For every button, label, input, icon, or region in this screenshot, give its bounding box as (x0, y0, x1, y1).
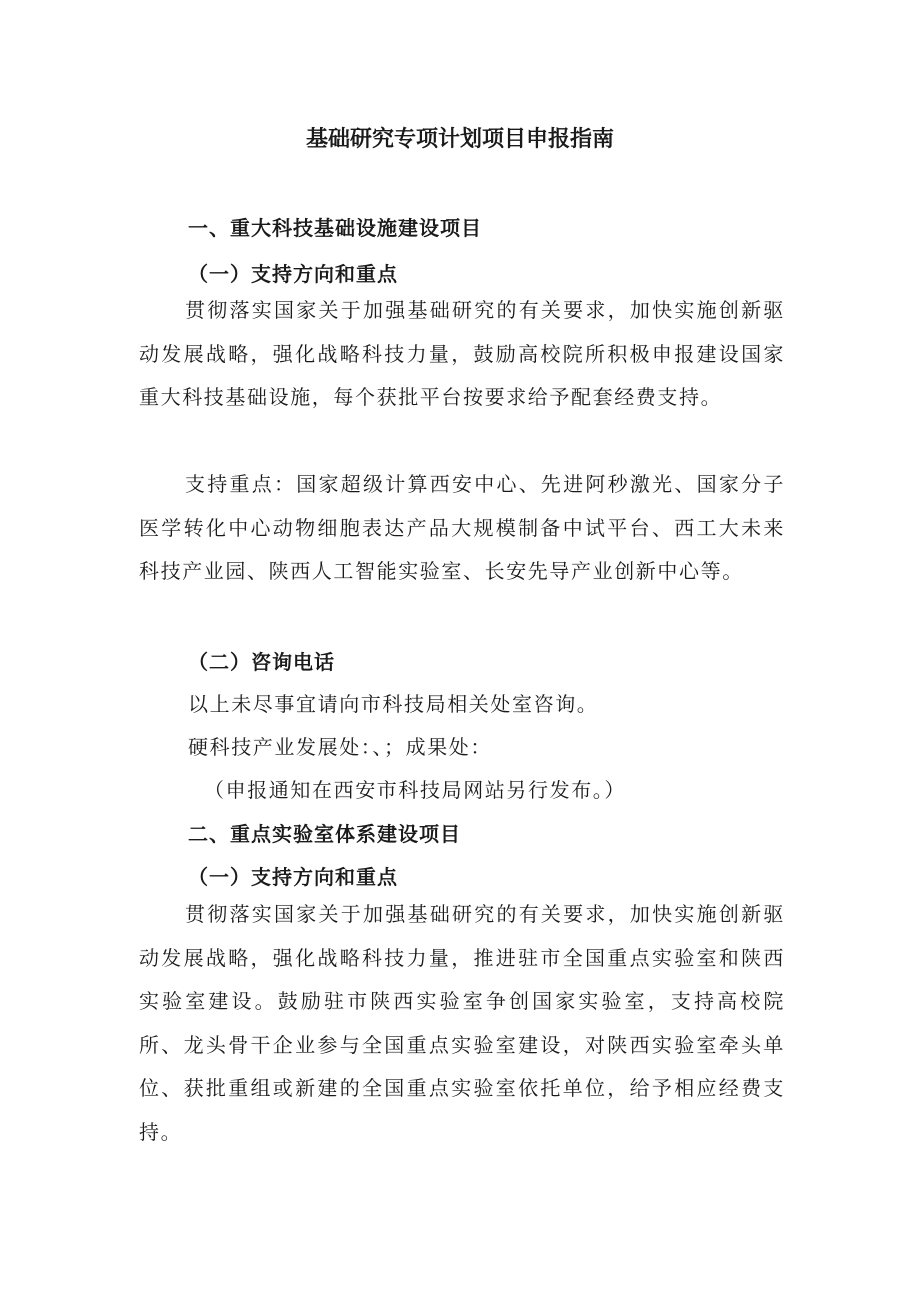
section-2-heading: 二、重点实验室体系建设项目 (188, 822, 461, 846)
section-1-sub-2-heading: （二）咨询电话 (188, 650, 335, 674)
document-title: 基础研究专项计划项目申报指南 (305, 127, 614, 152)
section-1-sub-1-heading: （一）支持方向和重点 (188, 262, 398, 286)
section-1-sub-1-paragraph-2: 支持重点：国家超级计算西安中心、先进阿秒激光、国家分子医学转化中心动物细胞表达产品大规模制备中试平台、西工大未来科技产业园、陕西人工智能实验室、长安先导产业创新中心等。 (139, 472, 785, 583)
section-1-sub-1-paragraph-1: 贯彻落实国家关于加强基础研究的有关要求，加快实施创新驱动发展战略，强化战略科技力量，鼓励高校院所积极申报建设国家重大科技基础设施，每个获批平台按要求给予配套经费支持。 (139, 298, 785, 409)
consult-line-1: 以上未尽事宜请向市科技局相关处室咨询。 (188, 692, 599, 716)
section-2-sub-1-heading: （一）支持方向和重点 (188, 865, 398, 889)
section-1-heading: 一、重大科技基础设施建设项目 (188, 216, 482, 240)
publish-note: （申报通知在西安市科技局网站另行发布。） (204, 778, 626, 802)
section-2-sub-1-paragraph-1: 贯彻落实国家关于加强基础研究的有关要求，加快实施创新驱动发展战略，强化战略科技力量，推进驻市全国重点实验室和陕西实验室建设。鼓励驻市陕西实验室争创国家实验室，支持高校院所、龙头骨干企业参与全国重点实验室建设，对陕西实验室牵头单位、获批重组或新建的全国重点实验室依托单位，给予相应经费支持。 (139, 902, 785, 1144)
consult-line-2: 硬科技产业发展处：、；成果处： (188, 735, 492, 759)
